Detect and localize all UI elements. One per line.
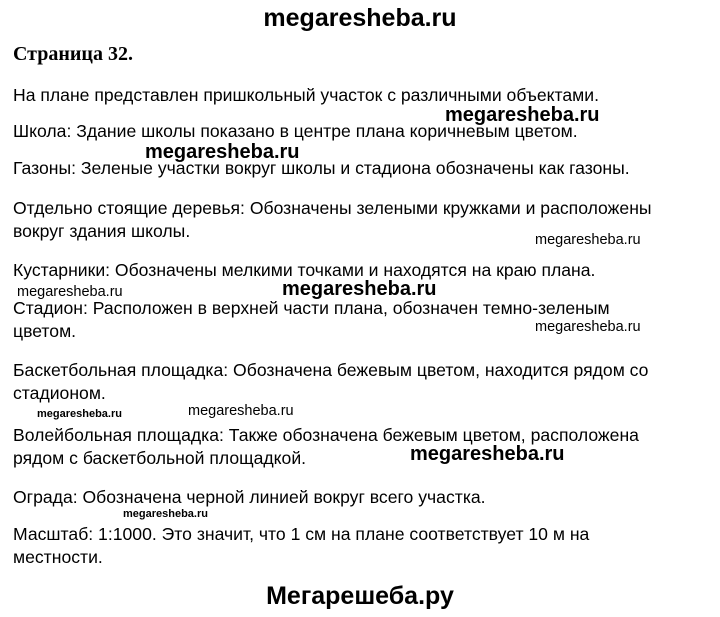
paragraph-line: стадионом. [13, 383, 106, 403]
watermark-overlay: megaresheba.ru [535, 319, 641, 335]
paragraph-line: Газоны: Зеленые участки вокруг школы и стадиона обозначены как газоны. [13, 158, 630, 178]
paragraph-line: Отдельно стоящие деревья: Обозначены зелеными кружками и расположены [13, 198, 652, 218]
paragraph-basketball [13, 359, 703, 405]
paragraph-fence [13, 486, 703, 509]
paragraph-line: Ограда: Обозначена черной линией вокруг всего участка. [13, 487, 486, 507]
paragraph-line: На плане представлен пришкольный участок с различными объектами. [13, 85, 599, 105]
watermark-overlay: megaresheba.ru [282, 278, 437, 300]
watermark-header: megaresheba.ru [263, 4, 457, 32]
paragraph-line: Стадион: Расположен в верхней части плана, обозначен темно-зеленым [13, 298, 610, 318]
watermark-overlay: megaresheba.ru [123, 508, 208, 520]
page-heading: Страница 32. [13, 43, 133, 65]
paragraph-line: Кустарники: Обозначены мелкими точками и находятся на краю плана. [13, 260, 596, 280]
watermark-overlay: megaresheba.ru [410, 443, 565, 465]
paragraph-line: Баскетбольная площадка: Обозначена бежевым цветом, находится рядом со [13, 360, 649, 380]
paragraph-lawns [13, 157, 703, 180]
watermark-overlay: megaresheba.ru [37, 408, 122, 420]
paragraph-line: Школа: Здание школы показано в центре плана коричневым цветом. [13, 121, 578, 141]
paragraph-line: цветом. [13, 321, 77, 341]
watermark-overlay: megaresheba.ru [145, 141, 300, 163]
watermark-overlay: megaresheba.ru [535, 232, 641, 248]
paragraph-line: Волейбольная площадка: Также обозначена бежевым цветом, расположена [13, 425, 639, 445]
paragraph-line: местности. [13, 547, 103, 567]
paragraph-line: вокруг здания школы. [13, 221, 191, 241]
watermark-overlay: megaresheba.ru [188, 403, 294, 419]
paragraph-line: рядом с баскетбольной площадкой. [13, 448, 307, 468]
paragraph-line: Масштаб: 1:1000. Это значит, что 1 см на плане соответствует 10 м на [13, 524, 590, 544]
watermark-overlay: megaresheba.ru [445, 104, 600, 126]
paragraph-scale [13, 523, 703, 569]
paragraph-volleyball [13, 424, 703, 470]
watermark-footer: Мегарешеба.ру [266, 582, 454, 610]
watermark-overlay: megaresheba.ru [17, 284, 123, 300]
